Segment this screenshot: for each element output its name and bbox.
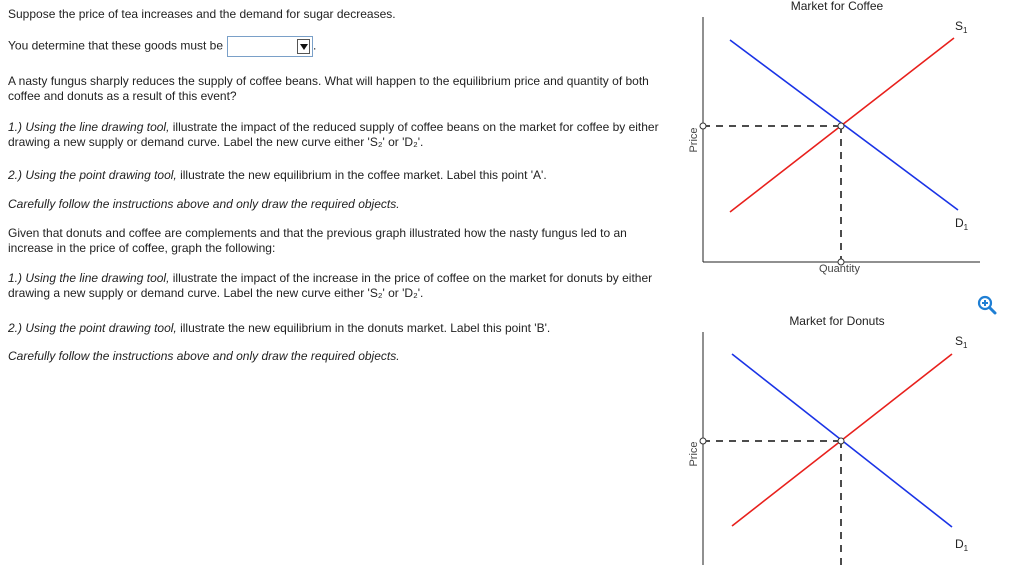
donut-d1-label: $D_1$ <box>955 537 969 553</box>
donut-step-1 <box>8 271 673 301</box>
donut-step-2-lead: 2.) Using the point drawing tool, <box>8 321 177 335</box>
donut-y-label: Price <box>688 441 700 467</box>
dropdown-arrow-icon[interactable] <box>297 39 310 54</box>
donut-s1-label: $S_1$ <box>955 334 968 350</box>
coffee-s1-label: $S_1$ <box>955 19 968 35</box>
donut-price-axis-marker <box>700 438 706 444</box>
donut-step-1-body: illustrate the impact of the increase in the price of coffee on the market for donuts by either drawing a new supply or demand curve. Label the new curve either 'S₂' or 'D₂'. <box>8 271 653 300</box>
donut-equilibrium-point[interactable] <box>838 438 844 444</box>
determine-period: . <box>313 38 317 53</box>
goods-relationship-dropdown[interactable] <box>227 36 313 57</box>
coffee-d1-label: $D_1$ <box>955 216 969 232</box>
coffee-step-2-body: illustrate the new equilibrium in the coffee market. Label this point 'A'. <box>176 168 547 182</box>
coffee-y-label: Price <box>688 127 700 153</box>
careful-note-1: Carefully follow the instructions above and only draw the required objects. <box>8 197 400 211</box>
complements-text: Given that donuts and coffee are complements and that the previous graph illustrated how the nasty fungus led to an increase in the price of coffee, graph the following: <box>8 226 627 255</box>
coffee-equilibrium-point[interactable] <box>838 123 844 129</box>
coffee-x-label: Quantity <box>819 263 860 275</box>
coffee-chart-title: Market for Coffee <box>790 0 884 13</box>
coffee-price-axis-marker <box>700 123 706 129</box>
donut-step-2-body: illustrate the new equilibrium in the donuts market. Label this point 'B'. <box>176 321 551 335</box>
determine-line <box>8 36 673 57</box>
coffee-step-1 <box>8 120 673 150</box>
donut-market-graph[interactable] <box>675 312 985 565</box>
coffee-step-1-lead: 1.) Using the line drawing tool, <box>8 120 170 134</box>
fungus-text: A nasty fungus sharply reduces the supply of coffee beans. What will happen to the equilibrium price and quantity of both coffee and donuts as a result of this event? <box>8 74 649 103</box>
coffee-market-graph[interactable] <box>675 0 985 280</box>
tea-sugar-text: Suppose the price of tea increases and the demand for sugar decreases. <box>8 7 396 21</box>
careful-note-2: Carefully follow the instructions above and only draw the required objects. <box>8 349 400 363</box>
donut-chart-title: Market for Donuts <box>789 314 885 328</box>
donut-step-2 <box>8 321 673 336</box>
coffee-step-2 <box>8 168 673 183</box>
coffee-step-1-body: illustrate the impact of the reduced supply of coffee beans on the market for coffee by either drawing a new supply or demand curve. Label the new curve either 'S₂' or 'D₂'. <box>8 120 659 149</box>
determine-label: You determine that these goods must be <box>8 38 224 53</box>
coffee-step-2-lead: 2.) Using the point drawing tool, <box>8 168 177 182</box>
donut-step-1-lead: 1.) Using the line drawing tool, <box>8 271 170 285</box>
